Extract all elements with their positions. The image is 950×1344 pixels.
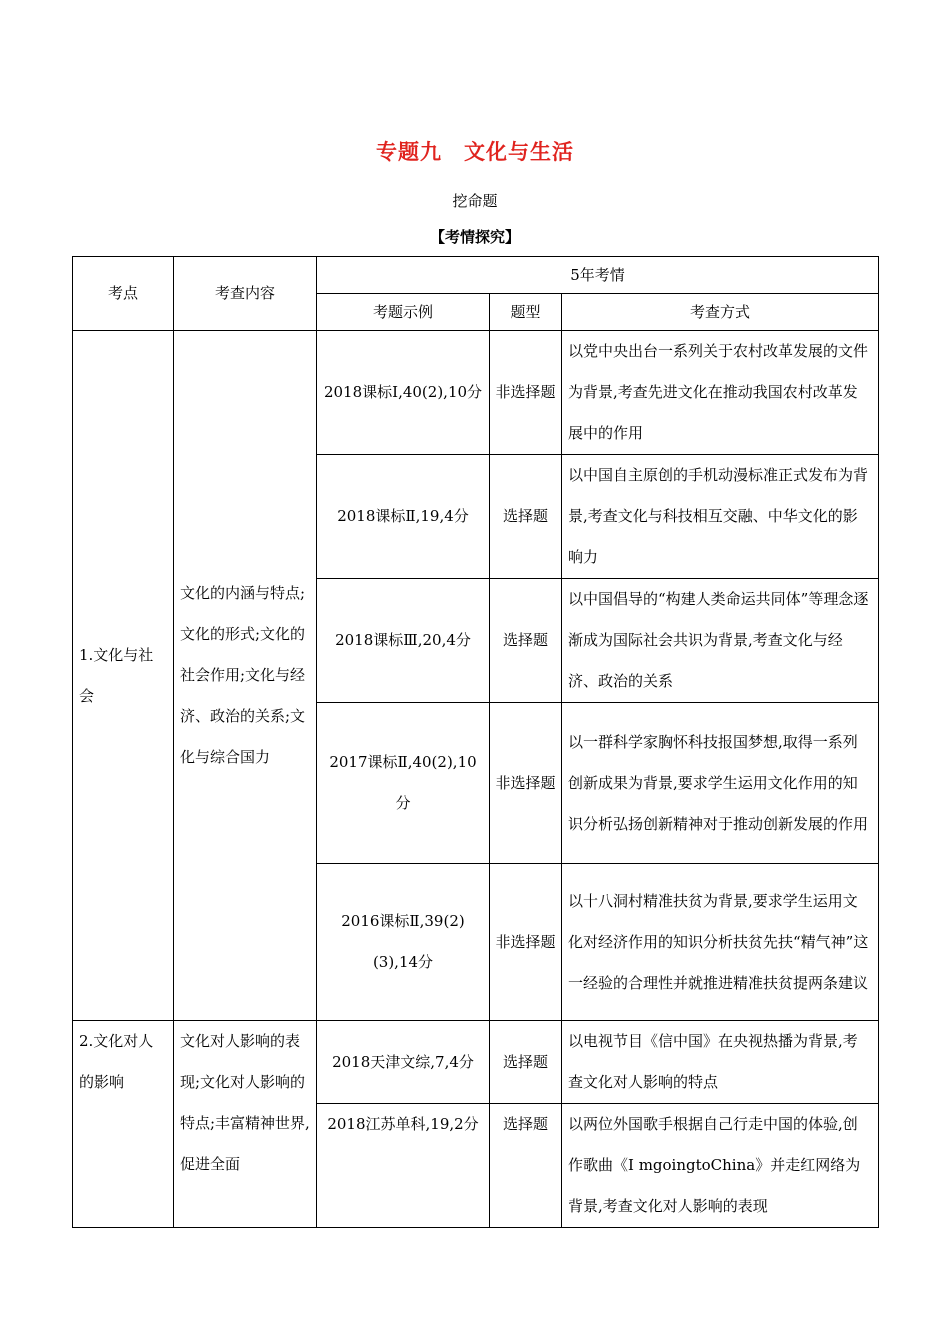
- type-cell: 非选择题: [490, 703, 562, 864]
- content-cell: 文化对人影响的表现;文化对人影响的特点;丰富精神世界,促进全面: [174, 1021, 317, 1228]
- method-cell: 以党中央出台一系列关于农村改革发展的文件为背景,考查先进文化在推动我国农村改革发展中的作用: [562, 331, 879, 455]
- method-cell: 以电视节目《信中国》在央视热播为背景,考查文化对人影响的特点: [562, 1021, 879, 1104]
- type-cell: 非选择题: [490, 331, 562, 455]
- header-method: 考查方式: [562, 294, 879, 331]
- title-part1: 专题九: [376, 140, 442, 164]
- header-example: 考题示例: [317, 294, 490, 331]
- method-cell: 以十八洞村精准扶贫为背景,要求学生运用文化对经济作用的知识分析扶贫先扶“精气神”这一经验的合理性并就推进精准扶贫提两条建议: [562, 864, 879, 1021]
- page-title: [0, 136, 950, 166]
- type-cell: 非选择题: [490, 864, 562, 1021]
- type-cell: 选择题: [490, 1021, 562, 1104]
- example-cell: 2017课标Ⅱ,40(2),10分: [317, 703, 490, 864]
- subtitle: 挖命题: [452, 192, 498, 210]
- type-cell: 选择题: [490, 1104, 562, 1228]
- header-years: 5年考情: [317, 257, 879, 294]
- example-cell: 2018课标Ⅰ,40(2),10分: [317, 331, 490, 455]
- example-cell: 2016课标Ⅱ,39(2)(3),14分: [317, 864, 490, 1021]
- title-part2: 文化与生活: [464, 140, 574, 164]
- method-cell: 以一群科学家胸怀科技报国梦想,取得一系列创新成果为背景,要求学生运用文化作用的知识分析弘扬创新精神对于推动创新发展的作用: [562, 703, 879, 864]
- header-content: 考查内容: [174, 257, 317, 331]
- type-cell: 选择题: [490, 579, 562, 703]
- header-point: 考点: [73, 257, 174, 331]
- content-cell: 文化的内涵与特点;文化的形式;文化的社会作用;文化与经济、政治的关系;文化与综合国力: [174, 331, 317, 1021]
- example-cell: 2018课标Ⅲ,20,4分: [317, 579, 490, 703]
- header-type: 题型: [490, 294, 562, 331]
- point-cell: 1.文化与社会: [73, 331, 174, 1021]
- exam-table: [72, 256, 879, 1228]
- table-row: [73, 331, 879, 455]
- method-cell: 以中国倡导的“构建人类命运共同体”等理念逐渐成为国际社会共识为背景,考查文化与经济、政治的关系: [562, 579, 879, 703]
- section-heading: 【考情探究】: [429, 228, 520, 246]
- point-cell: 2.文化对人的影响: [73, 1021, 174, 1228]
- example-cell: 2018课标Ⅱ,19,4分: [317, 455, 490, 579]
- example-cell: 2018天津文综,7,4分: [317, 1021, 490, 1104]
- example-cell: 2018江苏单科,19,2分: [317, 1104, 490, 1228]
- type-cell: 选择题: [490, 455, 562, 579]
- method-cell: 以中国自主原创的手机动漫标准正式发布为背景,考查文化与科技相互交融、中华文化的影响力: [562, 455, 879, 579]
- method-cell: 以两位外国歌手根据自己行走中国的体验,创作歌曲《I mgoingtoChina》并走红网络为背景,考查文化对人影响的表现: [562, 1104, 879, 1228]
- table-row: [73, 1021, 879, 1104]
